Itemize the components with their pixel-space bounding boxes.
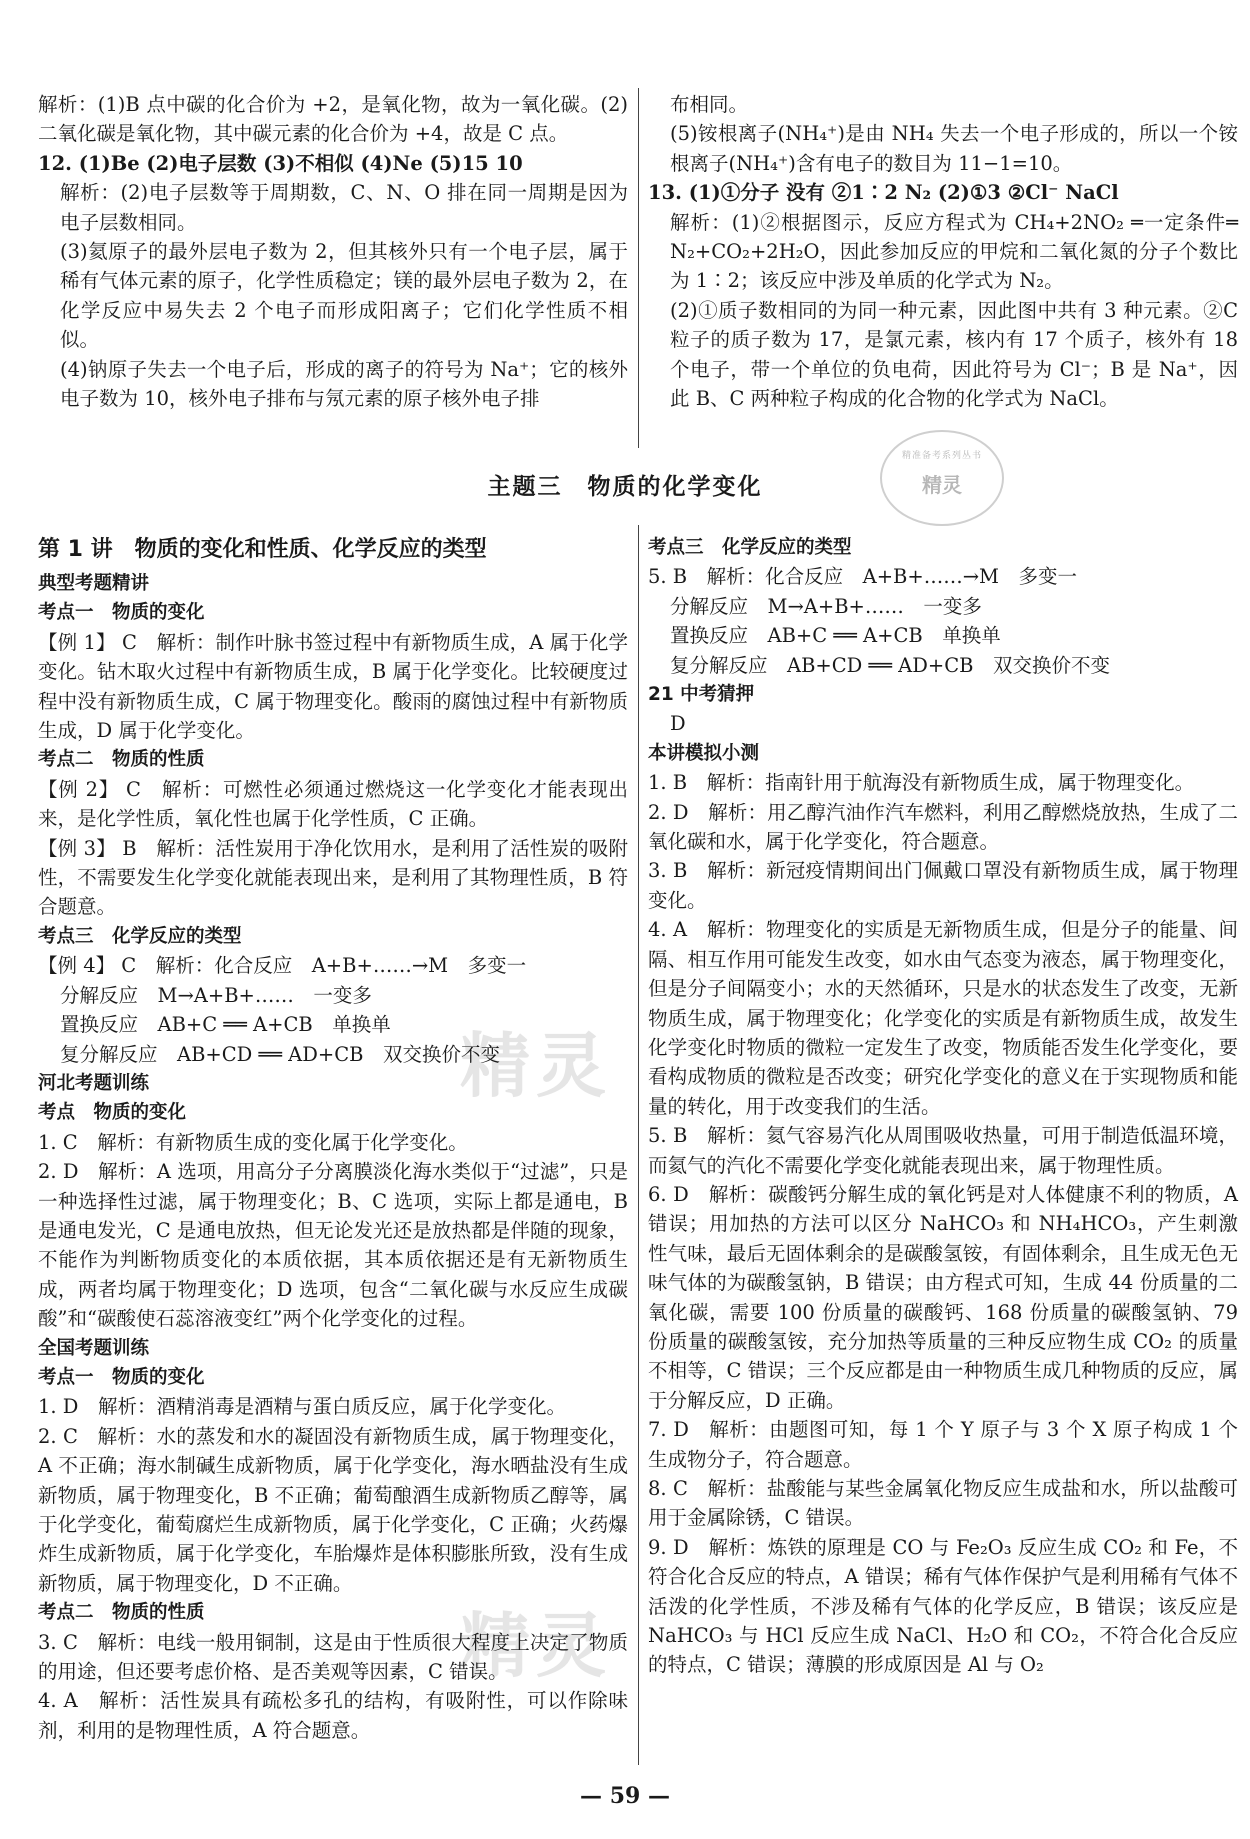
paragraph: 3. B 解析：新冠疫情期间出门佩戴口罩没有新物质生成，属于物理变化。 <box>648 859 1238 912</box>
paragraph: 4. A 解析：物理变化的实质是无新物质生成，但是分子的能量、间隔、相互作用可能发生改变，如水由气态变为液态，属于物理变化，但是分子间隔变小；水的天然循环，只是水的状态发生了改变，无新物质生成，属于物理变化；化学变化的实质是有新物质生成，故发生化学变化时物质的微粒一定发生了改变，物质能否发生化学变化，要看构成物质的微粒是否改变；研究化学变化的意义在于实现物质和能量的转化，用于改变我们的生活。 <box>648 918 1238 1118</box>
column-divider-top <box>638 88 639 448</box>
paragraph: 分解反应 M→A+B+…… 一变多 <box>670 594 982 618</box>
paragraph: 3. C 解析：电线一般用铜制，这是由于性质很大程度上决定了物质的用途，但还要考虑价格、是否美观等因素，C 错误。 <box>38 1630 628 1684</box>
left-column <box>38 533 628 1745</box>
paragraph: 解析：(2)电子层数等于周期数，C、N、O 排在同一周期是因为电子层数相同。 <box>60 181 628 234</box>
top-left-column <box>38 90 628 413</box>
section-heading: 21 中考猜押 <box>648 684 755 706</box>
paragraph: 2. D 解析：A 选项，用高分子分离膜淡化海水类似于“过滤”，只是一种选择性过滤，属于物理变化；B、C 选项，实际上都是通电，B 是通电发光，C 是通电放热，但无论发光还是放热都是伴随的现象，不能作为判断物质变化的本质依据，其本质依据还是有无新物质生成，两者均属于物理变化；D 选项，包含“二氧化碳与水反应生成碳酸”和“碳酸使石蕊溶液变红”两个化学变化的过程。 <box>38 1160 628 1331</box>
paragraph: 1. D 解析：酒精消毒是酒精与蛋白质反应，属于化学变化。 <box>38 1395 566 1419</box>
paragraph: 【例 1】 C 解析：制作叶脉书签过程中有新物质生成，A 属于化学变化。钻木取火过程中有新物质生成，B 属于化学变化。比较硬度过程中没有新物质生成，C 属于物理变化。酸雨的腐蚀过程中有新物质生成，D 属于化学变化。 <box>38 630 628 743</box>
paragraph: 分解反应 M→A+B+…… 一变多 <box>60 983 372 1007</box>
paragraph: 置换反应 AB+C ══ A+CB 单换单 <box>60 1013 391 1037</box>
paragraph: 【例 4】 C 解析：化合反应 A+B+……→M 多变一 <box>38 954 527 978</box>
paragraph: 【例 3】 B 解析：活性炭用于净化饮用水，是利用了活性炭的吸附性，不需要发生化学变化就能表现出来，是利用了其物理性质，B 符合题意。 <box>38 836 628 919</box>
section-heading: 考点二 物质的性质 <box>38 1602 205 1624</box>
section-heading: 典型考题精讲 <box>38 573 150 594</box>
paragraph: 5. B 解析：化合反应 A+B+……→M 多变一 <box>648 565 1078 589</box>
paragraph: D <box>670 712 686 736</box>
paragraph: 5. B 解析：氦气容易汽化从周围吸收热量，可用于制造低温环境，而氦气的汽化不需要化学变化就能表现出来，属于物理性质。 <box>648 1124 1238 1177</box>
page-number: — 59 — <box>580 1783 670 1809</box>
paragraph: (2)①质子数相同的为同一种元素，因此图中共有 3 种元素。②C 粒子的质子数为 17，是氯元素，核内有 17 个质子，核外有 18 个电子，带一个单位的负电荷，因此符号为 Cl⁻；B 是 Na⁺，因此 B、C 两种粒子构成的化合物的化学式为 NaCl。 <box>670 298 1238 411</box>
section-heading: 本讲模拟小测 <box>648 742 760 764</box>
paragraph: 解析：(1)B 点中碳的化合价为 +2，是氧化物，故为一氧化碳。(2)二氧化碳是氧化物，其中碳元素的化合价为 +4，故是 C 点。 <box>38 93 628 146</box>
section-heading: 考点三 化学反应的类型 <box>38 925 242 947</box>
paragraph: 置换反应 AB+C ══ A+CB 单换单 <box>670 624 1001 648</box>
paragraph: 解析：(1)②根据图示，反应方程式为 CH₄+2NO₂ ═一定条件═ N₂+CO₂+2H₂O，因此参加反应的甲烷和二氧化氮的分子个数比为 1∶2；该反应中涉及单质的化学式为 N₂。 <box>670 210 1238 293</box>
paragraph: 【例 2】 C 解析：可燃性必须通过燃烧这一化学变化才能表现出来，是化学性质，氧化性也属于化学性质，C 正确。 <box>38 777 628 831</box>
lecture-title: 第 1 讲 物质的变化和性质、化学反应的类型 <box>38 537 487 562</box>
section-heading: 考点二 物质的性质 <box>38 749 205 771</box>
watermark: 精灵 <box>460 1605 612 1687</box>
paragraph: 复分解反应 AB+CD ══ AD+CB 双交换价不变 <box>60 1042 500 1066</box>
section-heading: 考点 物质的变化 <box>38 1102 187 1124</box>
paragraph: 2. D 解析：用乙醇汽油作汽车燃料，利用乙醇燃烧放热，生成了二氧化碳和水，属于化学变化，符合题意。 <box>648 800 1238 854</box>
stamp-top-text: 精准备考系列丛书 <box>901 451 982 461</box>
right-column <box>648 533 1238 1680</box>
paragraph: 布相同。 <box>670 93 749 116</box>
publisher-stamp <box>880 430 1004 526</box>
section-heading: 全国考题训练 <box>38 1337 150 1359</box>
section-heading: 考点一 物质的变化 <box>38 602 205 624</box>
paragraph: 复分解反应 AB+CD ══ AD+CB 双交换价不变 <box>670 653 1110 677</box>
top-right-column <box>648 90 1238 413</box>
paragraph: 8. C 解析：盐酸能与某些金属氧化物反应生成盐和水，所以盐酸可用于金属除锈，C 错误。 <box>648 1477 1238 1530</box>
column-divider-bottom <box>638 525 639 1765</box>
paragraph: (4)钠原子失去一个电子后，形成的离子的符号为 Na⁺；它的核外电子数为 10，核外电子排布与氖元素的原子核外电子排 <box>60 357 628 411</box>
paragraph: 7. D 解析：由题图可知，每 1 个 Y 原子与 3 个 X 原子构成 1 个生成物分子，符合题意。 <box>648 1418 1238 1471</box>
paragraph: 6. D 解析：碳酸钙分解生成的氧化钙是对人体健康不利的物质，A 错误；用加热的方法可以区分 NaHCO₃ 和 NH₄HCO₃，产生刺激性气味，最后无固体剩余的是碳酸氢铵，有固体剩余，且生成无色无味气体的为碳酸氢钠，B 错误；由方程式可知，生成 44 份质量的二氧化碳，需要 100 份质量的碳酸钙、168 份质量的碳酸氢钠、79 份质量的碳酸氢铵，充分加热等质量的三种反应物生成 CO₂ 的质量不相等，C 错误；三个反应都是由一种物质生成几种物质的反应，属于分解反应，D 正确。 <box>648 1182 1238 1412</box>
answer-line: 13. (1)①分子 没有 ②1∶2 N₂ (2)①3 ②Cl⁻ NaCl <box>648 181 1119 205</box>
paragraph: 2. C 解析：水的蒸发和水的凝固没有新物质生成，属于物理变化，A 不正确；海水制碱生成新物质，属于化学变化，海水晒盐没有生成新物质，属于物理变化，B 不正确；葡萄酿酒生成新物质乙醇等，属于化学变化，葡萄腐烂生成新物质，属于化学变化，C 正确；火药爆炸生成新物质，属于化学变化，车胎爆炸是体积膨胀所致，没有生成新物质，属于物理变化，D 不正确。 <box>38 1424 628 1595</box>
paragraph: 1. B 解析：指南针用于航海没有新物质生成，属于物理变化。 <box>648 771 1195 795</box>
paragraph: 4. A 解析：活性炭具有疏松多孔的结构，有吸附性，可以作除味剂，利用的是物理性质，A 符合题意。 <box>38 1689 628 1742</box>
paragraph: 9. D 解析：炼铁的原理是 CO 与 Fe₂O₃ 反应生成 CO₂ 和 Fe，不符合化合反应的特点，A 错误；稀有气体作保护气是利用稀有气体不活泼的化学性质，不涉及稀有气体的化学反应，B 错误；该反应是 NaHCO₃ 与 HCl 反应生成 NaCl、H₂O 和 CO₂，不符合化合反应的特点，C 错误；薄膜的形成原因是 Al 与 O₂ <box>648 1535 1238 1677</box>
watermark: 精灵 <box>460 1025 612 1107</box>
theme-title: 主题三 物质的化学变化 <box>487 474 763 500</box>
paragraph: 1. C 解析：有新物质生成的变化属于化学变化。 <box>38 1130 468 1154</box>
answer-line: 12. (1)Be (2)电子层数 (3)不相似 (4)Ne (5)15 10 <box>38 151 523 175</box>
paragraph: (5)铵根离子(NH₄⁺)是由 NH₄ 失去一个电子形成的，所以一个铵根离子(NH₄⁺)含有电子的数目为 11−1=10。 <box>670 122 1238 175</box>
stamp-main-text: 精灵 <box>922 473 962 497</box>
section-heading: 考点三 化学反应的类型 <box>648 537 852 558</box>
section-heading: 考点一 物质的变化 <box>38 1366 205 1388</box>
paragraph: (3)氦原子的最外层电子数为 2，但其核外只有一个电子层，属于稀有气体元素的原子，化学性质稳定；镁的最外层电子数为 2，在化学反应中易失去 2 个电子而形成阳离子；它们化学性质不相似。 <box>60 240 628 352</box>
section-heading: 河北考题训练 <box>38 1072 150 1094</box>
